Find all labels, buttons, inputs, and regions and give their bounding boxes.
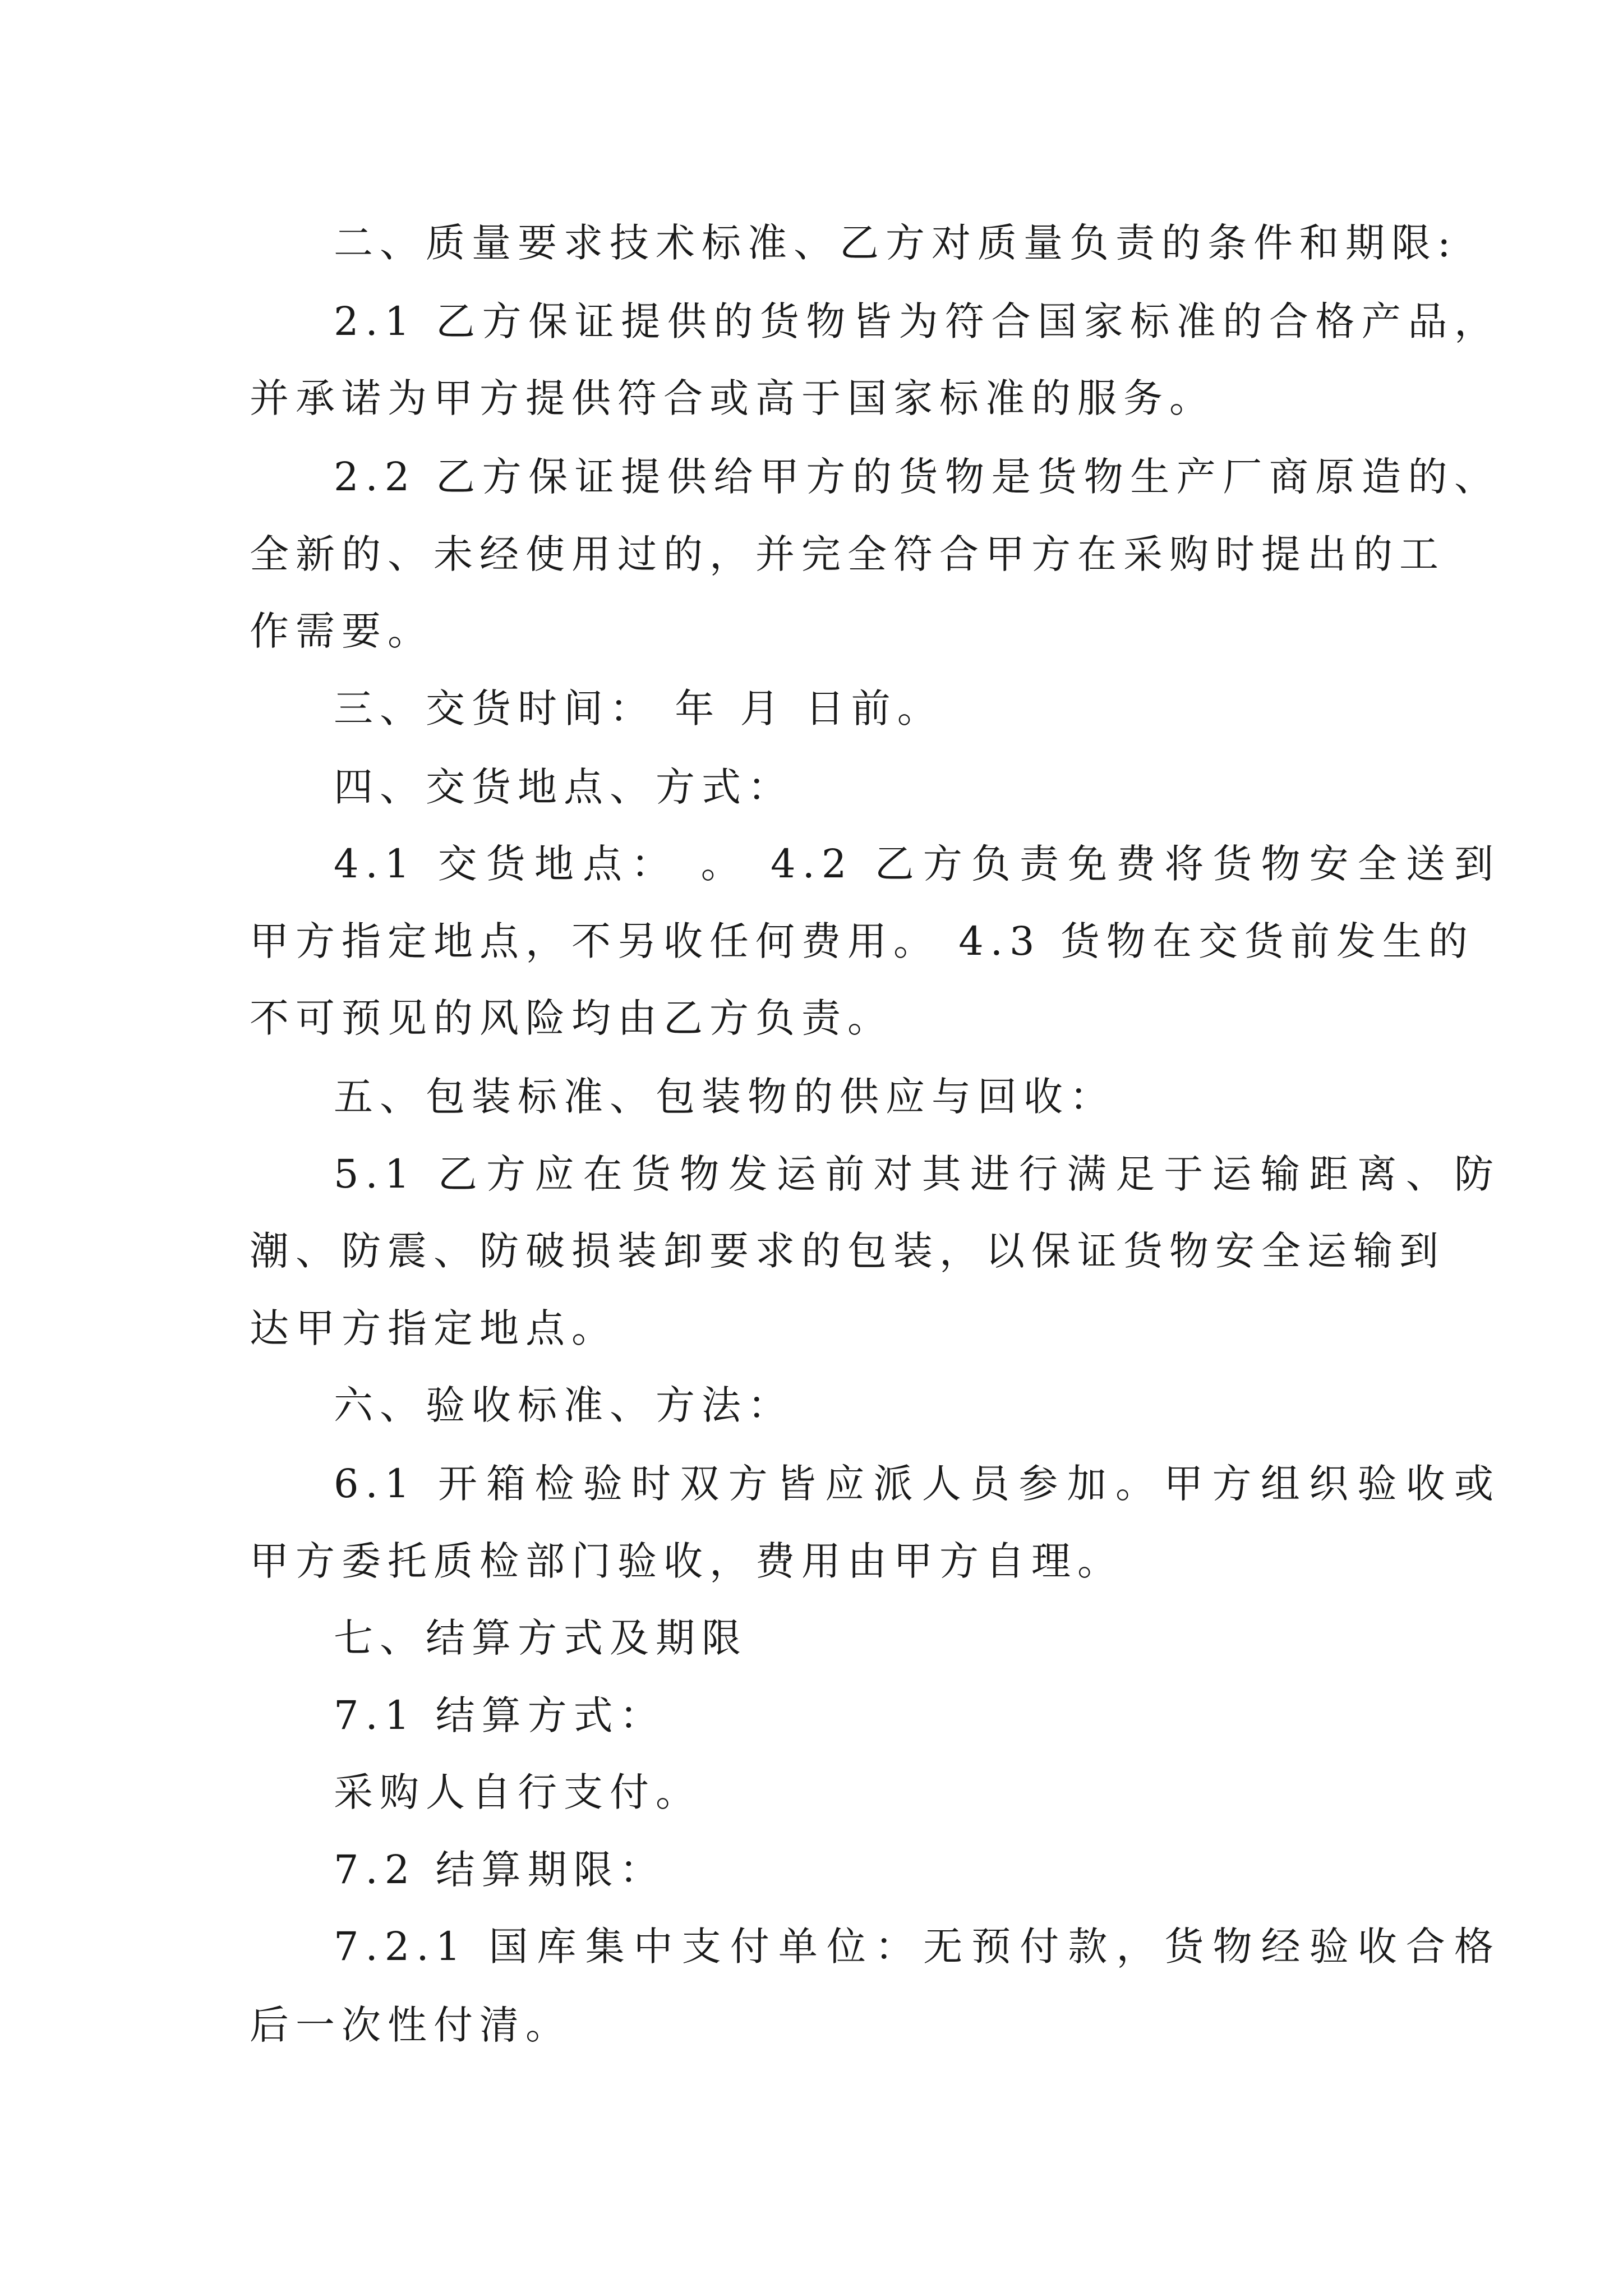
clause-7-2-1-line-2: 后一次性付清。 <box>250 2002 571 2048</box>
clause-2-2-line-2: 全新的、未经使用过的，并完全符合甲方在采购时提出的工 <box>250 531 1445 577</box>
clause-5-1-line-3: 达甲方指定地点。 <box>250 1305 617 1351</box>
clause-6-1-line-2: 甲方委托质检部门验收，费用由甲方自理。 <box>250 1538 1123 1584</box>
clause-7-1-heading: 7.1 结算方式： <box>334 1692 666 1738</box>
clause-2-2-line-1: 2.2 乙方保证提供给甲方的货物是货物生产厂商原造的、 <box>334 454 1500 500</box>
clause-4-line-2: 甲方指定地点，不另收任何费用。 4.3 货物在交货前发生的 <box>250 918 1474 964</box>
section-heading-delivery-time: 三、交货时间： 年 月 日前。 <box>334 685 943 731</box>
clause-2-2-line-3: 作需要。 <box>250 608 434 654</box>
clause-2-1-line-2: 并承诺为甲方提供符合或高于国家标准的服务。 <box>250 375 1215 421</box>
section-heading-packaging: 五、包装标准、包装物的供应与回收： <box>334 1074 1115 1120</box>
section-heading-delivery-place: 四、交货地点、方式： <box>334 764 794 810</box>
clause-7-2-1-line-1: 7.2.1 国库集中支付单位：无预付款，货物经验收合格 <box>334 1924 1500 1970</box>
clause-4-line-1: 4.1 交货地点： 。 4.2 乙方负责免费将货物安全送到 <box>334 841 1500 887</box>
clause-7-1-body: 采购人自行支付。 <box>334 1769 702 1815</box>
clause-5-1-line-1: 5.1 乙方应在货物发运前对其进行满足于运输距离、防 <box>334 1151 1500 1197</box>
clause-7-2-heading: 7.2 结算期限： <box>334 1847 666 1893</box>
section-heading-quality: 二、质量要求技术标准、乙方对质量负责的条件和期限: <box>334 220 1458 266</box>
section-heading-acceptance: 六、验收标准、方法： <box>334 1382 794 1428</box>
clause-4-line-3: 不可预见的风险均由乙方负责。 <box>250 995 893 1041</box>
clause-2-1-line-1: 2.1 乙方保证提供的货物皆为符合国家标准的合格产品， <box>334 298 1500 344</box>
clause-6-1-line-1: 6.1 开箱检验时双方皆应派人员参加。甲方组织验收或 <box>334 1461 1500 1507</box>
section-heading-settlement: 七、结算方式及期限 <box>334 1615 748 1661</box>
clause-5-1-line-2: 潮、防震、防破损装卸要求的包装，以保证货物安全运输到 <box>250 1228 1445 1274</box>
